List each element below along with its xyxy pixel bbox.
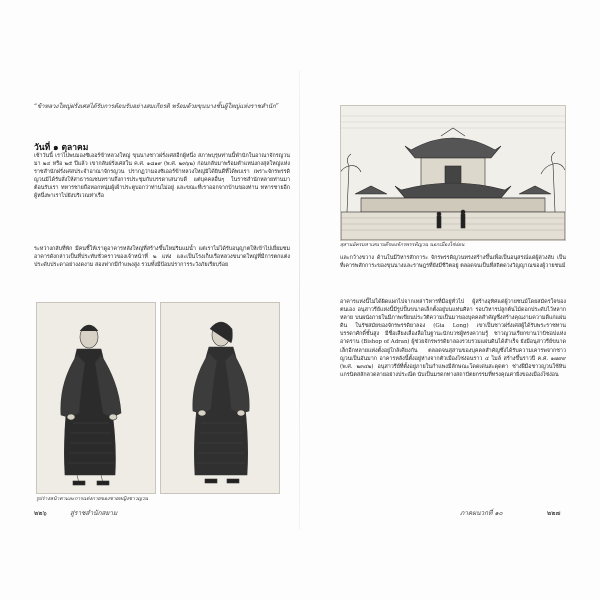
figure-tomb-engraving bbox=[340, 105, 566, 241]
running-title-left: สู่ราชสำนักสยาม bbox=[70, 509, 118, 517]
page-number-right: ๒๒๗ bbox=[547, 509, 561, 517]
page-number-left: ๒๒๖ bbox=[34, 509, 47, 517]
right-paragraph-2: อาคารแห่งนี้ไม่ได้ผิดแผกไปจากเหล่าวิหารที่มีอยู่ทั่วไป ผู้สร้างอุทิศแด่ผู้วายชนม์โดยสมัครใจของตนเอง อนุสาวรีย์แห่งนี้มีรูปปั้นขนาดเล็กตั้งอยู่บนแท่นศิลา รอบวิหารปลูกต้นไม้ดอกประดับไว้หลากหลาย บนผนังภายในมีภาพเขียนประวัติความเป็นมาของบุคคลสำคัญซึ่งสร้างคุณงามความดีแก่แผ่นดิน ในรัชสมัยของจักรพรรดิยาลอง (Gia Long) เขาเป็นชาวฝรั่งเศสผู้ได้รับพระราชทานบรรดาศักดิ์ชั้นสูง มีชื่อเสียงเลื่องลือในฐานะนักบวชผู้ทรงความรู้ ชาวญวนเรียกขานว่าบิชอปแห่งอาดราน (Bishop of Adran) ผู้ช่วยจักรพรรดิยาลองรวบรวมแผ่นดินได้สำเร็จ ยังมีอนุสาวรีย์ขนาดเล็กอีกหลายแห่งตั้งอยู่ใกล้เคียงกัน ตลอดจนสุสานของบุคคลสำคัญซึ่งได้รับความเคารพจากชาวญวนเป็นอันมาก อาคารหลังนี้ตั้งอยู่ห่างจากตัวเมืองไซ่ง่อนราว ๔ ไมล์ สร้างขึ้นราวปี ค.ศ. ๑๗๙๙ (พ.ศ. ๒๓๔๒) อนุสาวรีย์ที่ตั้งอยู่ภายในกำแพงมีลักษณะโดดเด่นสะดุดตา ช่างฝีมือชาวญวนใช้หินแกรนิตสลักลวดลายอย่างประณีต นับเป็นมรดกทางสถาปัตยกรรมที่ทรงคุณค่ายิ่งของเมืองไซ่ง่อน bbox=[340, 299, 566, 378]
figure-vietnamese-man bbox=[36, 302, 156, 494]
running-title-right: ภาคผนวกที่ ๑๐ bbox=[460, 509, 503, 517]
day-heading: วันที่ ๑ ตุลาคม bbox=[34, 143, 89, 153]
right-page bbox=[300, 0, 600, 600]
left-paragraph-1: เช้าวันนี้ เราไปพบมองซิเออร์ข้าหลวงใหญ่ ขุนนางชาวฝรั่งเศสอีกผู้หนึ่ง สภาพบุรุษท่านนี้พำนักในอาณาจักรญวนมา ๒๔ หรือ ๒๕ ปีแล้ว เขากลับฝรั่งเศสใน ค.ศ. ๑๘๑๙ (พ.ศ. ๒๓๖๒) ก่อนกลับมาพร้อมตำแหน่งกงสุลใหญ่แห่งราชสำนักฝรั่งเศสประจำอาณาจักรญวน ปรากฏว่ามองซิเออร์ข้าหลวงใหญ่มิได้ยินดีที่ได้พบเรา เพราะจักรพรรดิญวนมิได้รับสั่งให้สาธารณชนทราบถึงการประชุมกับบรรดาเสนาบดี แต่บุคคลอื่นๆ ในราชสำนักหลายท่านมาต้อนรับเรา ทหารชายถือหอกหนุ่มผู้เฝ้าประตูบอกว่าท่านไม่อยู่ และขณะที่เราออกจากบ้านของท่าน ทหารชายอีกผู้หนึ่งพาเราไปยังบริเวณท่าเรือ bbox=[34, 153, 290, 200]
right-paragraph-1: และกว้างขวาง ด้านในมีวิหารสักการะ จักรพรรดิญวนทรงสร้างขึ้นเพื่อเป็นอนุสรณ์แด่ผู้ล่วงลับ เป็นที่เคารพสักการะของขุนนางและราษฎรที่ยังมีชีวิตอยู่ ตลอดจนเป็นที่สถิตดวงวิญญาณของผู้วายชนม์ bbox=[340, 255, 566, 270]
figure-vietnamese-woman bbox=[160, 302, 280, 494]
figure-caption-left: รูปร่างหน้าตาและการแต่งกายของชายหญิงชาวญวน bbox=[36, 496, 149, 502]
left-page bbox=[0, 0, 299, 600]
figure-caption-right: สุสานอัครมหาเสนาบดีของจักรพรรดิญวน นอกเมืองไซ่ง่อน bbox=[340, 242, 465, 248]
left-paragraph-2: ระหว่างกลับที่พัก มีคนชี้ให้เราดูอาคารหลังใหญ่ที่สร้างขึ้นใหม่ริมแม่น้ำ แต่เราไม่ได้รับอนุญาตให้เข้าไปเยี่ยมชม อาคารดังกล่าวเป็นที่ประทับชั่วคราวของเจ้าหน้าที่ ๒ แห่ง และเป็นโรงเก็บเรือหลวงขนาดใหญ่ที่มีการตกแต่งประดับประดาอย่างงดงาม สองฟากมีกำแพงสูง รวมทั้งมีป้อมปราการระวังภัยเรียบร้อย bbox=[34, 246, 290, 269]
epigraph-quote: “ข้าหลวงใหญ่ฝรั่งเศสได้รับการต้อนรับอย่างสมเกียรติ พร้อมด้วยขุนนางชั้นผู้ใหญ่แห่งราชสำนัก” bbox=[34, 103, 279, 110]
